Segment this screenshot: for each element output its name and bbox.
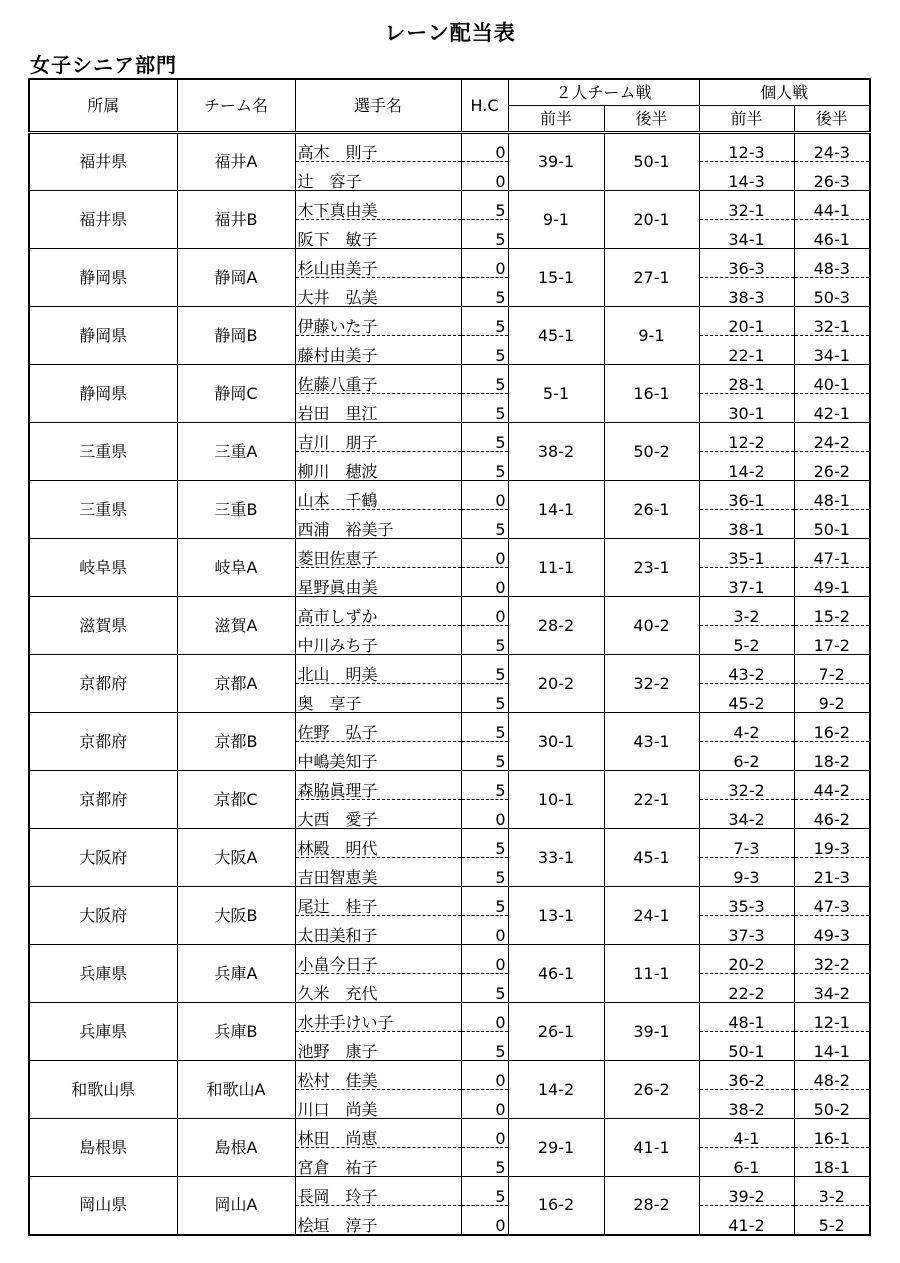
individual-second-half-lane: 44-2 bbox=[794, 771, 870, 800]
individual-first-half-lane: 12-2 bbox=[699, 423, 794, 452]
player-name-cell: 藤村由美子 bbox=[295, 336, 461, 365]
team-name-cell: 岡山A bbox=[177, 1177, 295, 1235]
pair-first-half-lane: 11-1 bbox=[508, 539, 604, 597]
handicap-cell: 5 bbox=[461, 510, 508, 539]
individual-second-half-lane: 12-1 bbox=[794, 1003, 870, 1032]
individual-second-half-lane: 44-1 bbox=[794, 191, 870, 220]
table-row bbox=[29, 1119, 870, 1148]
player-name-cell: 久米 充代 bbox=[295, 974, 461, 1003]
individual-second-half-lane: 26-3 bbox=[813, 172, 850, 191]
handicap-cell: 5 bbox=[461, 887, 508, 916]
table-row bbox=[29, 597, 870, 626]
individual-first-half-lane: 32-2 bbox=[699, 771, 794, 800]
handicap-cell: 5 bbox=[461, 684, 508, 713]
individual-second-half-lane: 48-2 bbox=[794, 1061, 870, 1090]
table-row bbox=[29, 133, 870, 162]
table-row bbox=[29, 191, 870, 220]
individual-first-half-lane: 34-1 bbox=[699, 220, 794, 249]
table-row bbox=[29, 249, 870, 278]
player-name-cell: 大西 愛子 bbox=[295, 800, 461, 829]
team-name-cell: 福井B bbox=[177, 191, 295, 249]
header-individual-first-half: 前半 bbox=[699, 106, 794, 133]
player-name-cell: 中川みち子 bbox=[295, 626, 461, 655]
individual-first-half-lane: 28-1 bbox=[699, 365, 794, 394]
handicap-cell: 5 bbox=[461, 655, 508, 684]
table-row bbox=[29, 1003, 870, 1032]
handicap-cell: 5 bbox=[461, 1032, 508, 1061]
individual-second-half-lane: 50-3 bbox=[813, 288, 850, 307]
handicap-cell: 5 bbox=[461, 191, 508, 220]
individual-first-half-lane: 22-1 bbox=[699, 336, 794, 365]
table-row bbox=[29, 713, 870, 742]
handicap-cell: 5 bbox=[461, 1177, 508, 1206]
individual-first-half-lane: 41-2 bbox=[699, 1206, 794, 1235]
individual-second-half-lane: 24-3 bbox=[794, 133, 870, 162]
handicap-cell: 5 bbox=[461, 713, 508, 742]
individual-first-half-lane: 38-1 bbox=[699, 510, 794, 539]
pair-second-half-lane: 24-1 bbox=[604, 887, 699, 945]
pair-first-half-lane: 26-1 bbox=[508, 1003, 604, 1061]
affiliation-cell: 福井県 bbox=[29, 133, 177, 191]
handicap-cell: 5 bbox=[461, 307, 508, 336]
affiliation-cell: 岡山県 bbox=[29, 1177, 177, 1235]
pair-second-half-lane: 9-1 bbox=[604, 307, 699, 365]
individual-first-half-lane: 35-3 bbox=[699, 887, 794, 916]
individual-first-half-lane: 6-1 bbox=[699, 1148, 794, 1177]
affiliation-cell: 静岡県 bbox=[29, 307, 177, 365]
header-pair-first-half: 前半 bbox=[508, 106, 604, 133]
individual-first-half-lane: 12-3 bbox=[699, 133, 794, 162]
affiliation-cell: 京都府 bbox=[29, 713, 177, 771]
handicap-cell: 5 bbox=[461, 220, 508, 249]
player-name-cell: 佐藤八重子 bbox=[295, 365, 461, 394]
team-name-cell: 静岡A bbox=[177, 249, 295, 307]
table-row bbox=[29, 1061, 870, 1090]
pair-second-half-lane: 50-1 bbox=[604, 133, 699, 191]
header-player: 選手名 bbox=[295, 79, 461, 133]
pair-first-half-lane: 15-1 bbox=[508, 249, 604, 307]
handicap-cell: 0 bbox=[461, 597, 508, 626]
individual-first-half-lane: 36-2 bbox=[699, 1061, 794, 1090]
table-row bbox=[29, 655, 870, 684]
individual-second-half-lane: 16-1 bbox=[794, 1119, 870, 1148]
individual-first-half-lane: 4-2 bbox=[699, 713, 794, 742]
pair-second-half-lane: 22-1 bbox=[604, 771, 699, 829]
individual-second-half-lane: 16-2 bbox=[794, 713, 870, 742]
individual-second-half-lane: 5-2 bbox=[818, 1215, 845, 1235]
table-row bbox=[29, 771, 870, 800]
individual-first-half-lane: 30-1 bbox=[699, 394, 794, 423]
pair-first-half-lane: 46-1 bbox=[508, 945, 604, 1003]
individual-second-half-lane: 46-2 bbox=[813, 810, 850, 829]
team-name-cell: 和歌山A bbox=[177, 1061, 295, 1119]
player-name-cell: 大井 弘美 bbox=[295, 278, 461, 307]
individual-first-half-lane: 3-2 bbox=[699, 597, 794, 626]
player-name-cell: 小畠今日子 bbox=[295, 945, 461, 974]
pair-first-half-lane: 30-1 bbox=[508, 713, 604, 771]
individual-first-half-lane: 45-2 bbox=[699, 684, 794, 713]
handicap-cell: 0 bbox=[461, 133, 508, 162]
team-name-cell: 京都A bbox=[177, 655, 295, 713]
table-row bbox=[29, 307, 870, 336]
player-name-cell: 宮倉 祐子 bbox=[295, 1148, 461, 1177]
player-name-cell: 菱田佐恵子 bbox=[295, 539, 461, 568]
individual-first-half-lane: 39-2 bbox=[699, 1177, 794, 1206]
individual-first-half-lane: 14-2 bbox=[699, 452, 794, 481]
player-name-cell: 林田 尚恵 bbox=[295, 1119, 461, 1148]
individual-first-half-lane: 22-2 bbox=[699, 974, 794, 1003]
affiliation-cell: 兵庫県 bbox=[29, 945, 177, 1003]
player-name-cell: 吉田智恵美 bbox=[295, 858, 461, 887]
individual-second-half-lane: 14-1 bbox=[813, 1042, 850, 1061]
individual-second-half-lane: 40-1 bbox=[794, 365, 870, 394]
header-affiliation: 所属 bbox=[29, 79, 177, 133]
affiliation-cell: 福井県 bbox=[29, 191, 177, 249]
player-name-cell: 奥 享子 bbox=[295, 684, 461, 713]
individual-first-half-lane: 38-2 bbox=[699, 1090, 794, 1119]
individual-second-half-lane: 34-2 bbox=[813, 984, 850, 1003]
handicap-cell: 5 bbox=[461, 394, 508, 423]
handicap-cell: 5 bbox=[461, 452, 508, 481]
handicap-cell: 5 bbox=[461, 336, 508, 365]
pair-second-half-lane: 26-1 bbox=[604, 481, 699, 539]
individual-second-half-lane: 18-1 bbox=[813, 1158, 850, 1177]
player-name-cell: 太田美和子 bbox=[295, 916, 461, 945]
player-name-cell: 佐野 弘子 bbox=[295, 713, 461, 742]
header-team: チーム名 bbox=[177, 79, 295, 133]
player-name-cell: 長岡 玲子 bbox=[295, 1177, 461, 1206]
pair-second-half-lane: 28-2 bbox=[604, 1177, 699, 1235]
individual-first-half-lane: 37-1 bbox=[699, 568, 794, 597]
player-name-cell: 松村 佳美 bbox=[295, 1061, 461, 1090]
handicap-cell: 0 bbox=[461, 1003, 508, 1032]
individual-second-half-lane: 47-1 bbox=[794, 539, 870, 568]
individual-first-half-lane: 32-1 bbox=[699, 191, 794, 220]
team-name-cell: 島根A bbox=[177, 1119, 295, 1177]
team-name-cell: 京都C bbox=[177, 771, 295, 829]
pair-second-half-lane: 50-2 bbox=[604, 423, 699, 481]
individual-second-half-lane: 46-1 bbox=[813, 230, 850, 249]
handicap-cell: 5 bbox=[461, 626, 508, 655]
individual-first-half-lane: 35-1 bbox=[699, 539, 794, 568]
individual-second-half-lane: 50-1 bbox=[813, 520, 850, 539]
player-name-cell: 尾辻 桂子 bbox=[295, 887, 461, 916]
pair-second-half-lane: 43-1 bbox=[604, 713, 699, 771]
handicap-cell: 0 bbox=[461, 249, 508, 278]
individual-first-half-lane: 36-1 bbox=[699, 481, 794, 510]
player-name-cell: 阪下 敏子 bbox=[295, 220, 461, 249]
individual-first-half-lane: 38-3 bbox=[699, 278, 794, 307]
handicap-cell: 0 bbox=[461, 800, 508, 829]
page-title: レーン配当表 bbox=[384, 21, 516, 45]
individual-second-half-lane: 32-2 bbox=[794, 945, 870, 974]
affiliation-cell: 和歌山県 bbox=[29, 1061, 177, 1119]
pair-second-half-lane: 26-2 bbox=[604, 1061, 699, 1119]
individual-second-half-lane: 48-3 bbox=[794, 249, 870, 278]
table-row bbox=[29, 365, 870, 394]
player-name-cell: 木下真由美 bbox=[295, 191, 461, 220]
player-name-cell: 川口 尚美 bbox=[295, 1090, 461, 1119]
individual-second-half-lane: 19-3 bbox=[794, 829, 870, 858]
section-title: 女子シニア部門 bbox=[30, 53, 177, 77]
header-individual-second-half: 後半 bbox=[794, 106, 870, 133]
pair-first-half-lane: 10-1 bbox=[508, 771, 604, 829]
pair-first-half-lane: 5-1 bbox=[508, 365, 604, 423]
pair-first-half-lane: 14-2 bbox=[508, 1061, 604, 1119]
player-name-cell: 中嶋美知子 bbox=[295, 742, 461, 771]
pair-second-half-lane: 41-1 bbox=[604, 1119, 699, 1177]
header-hc: H.C bbox=[461, 79, 508, 133]
header-pair-event: ２人チーム戦 bbox=[508, 79, 699, 106]
player-name-cell: 西浦 裕美子 bbox=[295, 510, 461, 539]
player-name-cell: 星野眞由美 bbox=[295, 568, 461, 597]
affiliation-cell: 静岡県 bbox=[29, 365, 177, 423]
team-name-cell: 静岡B bbox=[177, 307, 295, 365]
affiliation-cell: 三重県 bbox=[29, 481, 177, 539]
affiliation-cell: 大阪府 bbox=[29, 829, 177, 887]
handicap-cell: 0 bbox=[461, 481, 508, 510]
individual-second-half-lane: 34-1 bbox=[813, 346, 850, 365]
table-row bbox=[29, 1177, 870, 1206]
player-name-cell: 池野 康子 bbox=[295, 1032, 461, 1061]
pair-second-half-lane: 27-1 bbox=[604, 249, 699, 307]
individual-second-half-lane: 42-1 bbox=[813, 404, 850, 423]
pair-first-half-lane: 38-2 bbox=[508, 423, 604, 481]
individual-first-half-lane: 6-2 bbox=[699, 742, 794, 771]
table-row bbox=[29, 423, 870, 452]
pair-second-half-lane: 40-2 bbox=[604, 597, 699, 655]
handicap-cell: 5 bbox=[461, 365, 508, 394]
handicap-cell: 0 bbox=[461, 1061, 508, 1090]
individual-first-half-lane: 20-1 bbox=[699, 307, 794, 336]
player-name-cell: 桧垣 淳子 bbox=[295, 1206, 461, 1235]
affiliation-cell: 三重県 bbox=[29, 423, 177, 481]
individual-first-half-lane: 37-3 bbox=[699, 916, 794, 945]
handicap-cell: 5 bbox=[461, 771, 508, 800]
pair-first-half-lane: 16-2 bbox=[508, 1177, 604, 1235]
team-name-cell: 福井A bbox=[177, 133, 295, 191]
individual-first-half-lane: 20-2 bbox=[699, 945, 794, 974]
lane-assignment-table bbox=[28, 78, 871, 1236]
individual-first-half-lane: 50-1 bbox=[699, 1032, 794, 1061]
team-name-cell: 大阪A bbox=[177, 829, 295, 887]
player-name-cell: 高木 則子 bbox=[295, 133, 461, 162]
player-name-cell: 森脇眞理子 bbox=[295, 771, 461, 800]
affiliation-cell: 岐阜県 bbox=[29, 539, 177, 597]
individual-second-half-lane: 47-3 bbox=[794, 887, 870, 916]
handicap-cell: 5 bbox=[461, 1148, 508, 1177]
team-name-cell: 兵庫B bbox=[177, 1003, 295, 1061]
pair-second-half-lane: 20-1 bbox=[604, 191, 699, 249]
individual-first-half-lane: 9-3 bbox=[699, 858, 794, 887]
individual-second-half-lane: 50-2 bbox=[813, 1100, 850, 1119]
player-name-cell: 辻 容子 bbox=[295, 162, 461, 191]
team-name-cell: 三重A bbox=[177, 423, 295, 481]
table-row bbox=[29, 887, 870, 916]
affiliation-cell: 大阪府 bbox=[29, 887, 177, 945]
individual-first-half-lane: 34-2 bbox=[699, 800, 794, 829]
pair-second-half-lane: 11-1 bbox=[604, 945, 699, 1003]
table-row bbox=[29, 481, 870, 510]
team-name-cell: 静岡C bbox=[177, 365, 295, 423]
individual-second-half-lane: 24-2 bbox=[794, 423, 870, 452]
individual-second-half-lane: 7-2 bbox=[794, 655, 870, 684]
individual-first-half-lane: 43-2 bbox=[699, 655, 794, 684]
pair-second-half-lane: 39-1 bbox=[604, 1003, 699, 1061]
handicap-cell: 5 bbox=[461, 423, 508, 452]
individual-first-half-lane: 36-3 bbox=[699, 249, 794, 278]
pair-second-half-lane: 23-1 bbox=[604, 539, 699, 597]
header-individual-event: 個人戦 bbox=[699, 79, 870, 106]
individual-first-half-lane: 48-1 bbox=[699, 1003, 794, 1032]
pair-first-half-lane: 33-1 bbox=[508, 829, 604, 887]
handicap-cell: 0 bbox=[461, 916, 508, 945]
individual-second-half-lane: 48-1 bbox=[794, 481, 870, 510]
team-name-cell: 岐阜A bbox=[177, 539, 295, 597]
affiliation-cell: 静岡県 bbox=[29, 249, 177, 307]
team-name-cell: 兵庫A bbox=[177, 945, 295, 1003]
individual-first-half-lane: 14-3 bbox=[699, 162, 794, 191]
table-body bbox=[29, 133, 870, 1235]
handicap-cell: 0 bbox=[461, 1090, 508, 1119]
player-name-cell: 北山 明美 bbox=[295, 655, 461, 684]
table-row bbox=[29, 539, 870, 568]
handicap-cell: 5 bbox=[461, 974, 508, 1003]
player-name-cell: 伊藤いた子 bbox=[295, 307, 461, 336]
pair-second-half-lane: 16-1 bbox=[604, 365, 699, 423]
player-name-cell: 高市しずか bbox=[295, 597, 461, 626]
handicap-cell: 5 bbox=[461, 858, 508, 887]
handicap-cell: 0 bbox=[461, 162, 508, 191]
affiliation-cell: 京都府 bbox=[29, 771, 177, 829]
player-name-cell: 柳川 穂波 bbox=[295, 452, 461, 481]
individual-second-half-lane: 3-2 bbox=[794, 1177, 870, 1206]
handicap-cell: 5 bbox=[461, 829, 508, 858]
table-row bbox=[29, 945, 870, 974]
handicap-cell: 5 bbox=[461, 278, 508, 307]
affiliation-cell: 滋賀県 bbox=[29, 597, 177, 655]
affiliation-cell: 京都府 bbox=[29, 655, 177, 713]
individual-second-half-lane: 15-2 bbox=[794, 597, 870, 626]
pair-first-half-lane: 29-1 bbox=[508, 1119, 604, 1177]
individual-first-half-lane: 5-2 bbox=[699, 626, 794, 655]
player-name-cell: 林殿 明代 bbox=[295, 829, 461, 858]
pair-first-half-lane: 13-1 bbox=[508, 887, 604, 945]
handicap-cell: 0 bbox=[461, 1206, 508, 1235]
individual-second-half-lane: 26-2 bbox=[813, 462, 850, 481]
individual-second-half-lane: 9-2 bbox=[818, 694, 845, 713]
individual-second-half-lane: 32-1 bbox=[794, 307, 870, 336]
player-name-cell: 岩田 里江 bbox=[295, 394, 461, 423]
individual-second-half-lane: 49-1 bbox=[813, 578, 850, 597]
affiliation-cell: 兵庫県 bbox=[29, 1003, 177, 1061]
handicap-cell: 0 bbox=[461, 539, 508, 568]
pair-second-half-lane: 32-2 bbox=[604, 655, 699, 713]
pair-first-half-lane: 39-1 bbox=[508, 133, 604, 191]
handicap-cell: 0 bbox=[461, 1119, 508, 1148]
handicap-cell: 0 bbox=[461, 568, 508, 597]
affiliation-cell: 島根県 bbox=[29, 1119, 177, 1177]
player-name-cell: 吉川 朋子 bbox=[295, 423, 461, 452]
individual-second-half-lane: 17-2 bbox=[813, 636, 850, 655]
individual-second-half-lane: 49-3 bbox=[813, 926, 850, 945]
pair-first-half-lane: 45-1 bbox=[508, 307, 604, 365]
individual-first-half-lane: 4-1 bbox=[699, 1119, 794, 1148]
handicap-cell: 5 bbox=[461, 742, 508, 771]
team-name-cell: 大阪B bbox=[177, 887, 295, 945]
player-name-cell: 水井手けい子 bbox=[295, 1003, 461, 1032]
pair-first-half-lane: 28-2 bbox=[508, 597, 604, 655]
individual-first-half-lane: 7-3 bbox=[699, 829, 794, 858]
player-name-cell: 山本 千鶴 bbox=[295, 481, 461, 510]
table-row bbox=[29, 829, 870, 858]
pair-first-half-lane: 9-1 bbox=[508, 191, 604, 249]
team-name-cell: 滋賀A bbox=[177, 597, 295, 655]
team-name-cell: 京都B bbox=[177, 713, 295, 771]
header-pair-second-half: 後半 bbox=[604, 106, 699, 133]
pair-second-half-lane: 45-1 bbox=[604, 829, 699, 887]
pair-first-half-lane: 20-2 bbox=[508, 655, 604, 713]
handicap-cell: 0 bbox=[461, 945, 508, 974]
individual-second-half-lane: 21-3 bbox=[813, 868, 850, 887]
pair-first-half-lane: 14-1 bbox=[508, 481, 604, 539]
player-name-cell: 杉山由美子 bbox=[295, 249, 461, 278]
individual-second-half-lane: 18-2 bbox=[813, 752, 850, 771]
team-name-cell: 三重B bbox=[177, 481, 295, 539]
